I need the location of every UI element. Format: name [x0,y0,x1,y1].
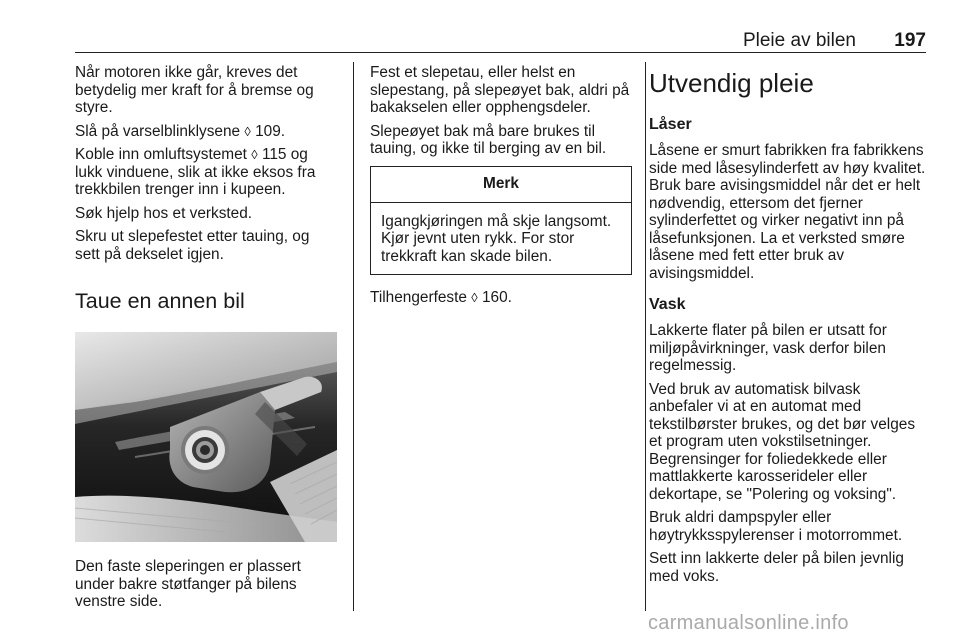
header-divider [75,52,926,53]
wash-paragraph-3: Bruk aldri dampspyler eller høytrykksspylerenser i motorrommet. [649,509,903,544]
wash-paragraph-1: Lakkerte flater på bilen er utsatt for miljøpåvirkninger, vask derfor bilen regelmessig. [649,322,887,374]
note-body: Igangkjøringen må skje langsomt. Kjør jevnt uten rykk. For stor trekkraft kan skade bilen. [381,212,612,265]
note-box [370,166,632,276]
page-ref-icon: ◊ [251,147,258,162]
page-ref-link[interactable]: 160. [481,289,512,306]
column-3 [649,64,926,591]
hazard-lights-paragraph: Slå på varselblinklysene ◊ 109. [75,122,286,140]
section-heading-exterior-care: Utvendig pleie [649,68,814,98]
section-title: Pleie av bilen [742,30,856,51]
page-ref-link: 115 og lukk vinduene, slik at ikke eksos fra trekkbilen trenger inn i kupeen. [75,146,316,198]
wash-paragraph-4: Sett inn lakkerte deler på bilen jevnlig med voks. [649,550,904,585]
photo-caption: Den faste sleperingen er plassert under bakre støtfanger på bilens venstre side. [75,558,301,610]
subheading-wash: Vask [649,296,686,313]
tow-rope-paragraph: Fest et slepetau, eller helst en slepestang, på slepeøyet bak, aldri på bakakselen eller opphengsdeler. [370,64,630,116]
column-2 [370,64,632,313]
page-number: 197 [894,30,926,51]
engine-off-paragraph: Når motoren ikke går, kreves det betydelig mer kraft for å bremse og styre. [75,64,314,116]
towing-eye-paragraph: Skru ut slepefestet etter tauing, og sett på dekselet igjen. [75,228,310,263]
page-ref-link[interactable]: 109. [255,122,286,140]
locks-paragraph: Låsene er smurt fabrikken fra fabrikkens side med låsesylinderfett av høy kvalitet. Bruk bare avisingsmiddel når det er helt nødvendig, ettersom det fjerner sylinderfettet og virker negativt inn på låsefunksjonen. La et verksted smøre låsene med fett etter bruk av avisingsmiddel. [649,142,926,282]
wash-paragraph-2: Ved bruk av automatisk bilvask anbefaler vi at en automat med tekstilbørster brukes, og det bør velges et program uten vokstilsetninger. Begrensinger for foliedekkede eller mattlakkerte karosserideler eller dekortape, se "Polering og voksing". [649,380,916,503]
column-1 [75,64,337,617]
workshop-paragraph: Søk hjelp hos et verksted. [75,204,253,222]
towing-eye-use-paragraph: Slepeøyet bak må bare brukes til tauing, og ikke til berging av en bil. [370,122,607,157]
recirculation-paragraph: Koble inn omluftsystemet ◊ 115 og lukk vinduene, slik at ikke eksos fra trekkbilen trenger inn i kupeen. [75,146,316,198]
trailer-hitch-paragraph: Tilhengerfeste ◊ 160. [370,289,512,306]
towing-eye-photo [75,332,337,542]
column-divider-2 [645,62,646,611]
page-ref-icon: ◊ [471,290,478,305]
page-ref-icon: ◊ [244,123,251,139]
column-divider-1 [353,62,354,611]
section-heading-tow-other-car: Taue en annen bil [75,289,245,313]
subheading-locks: Låser [649,116,692,133]
note-title: Merk [371,167,631,203]
watermark: carmanualsonline.info [648,612,849,634]
page-header [650,30,926,52]
